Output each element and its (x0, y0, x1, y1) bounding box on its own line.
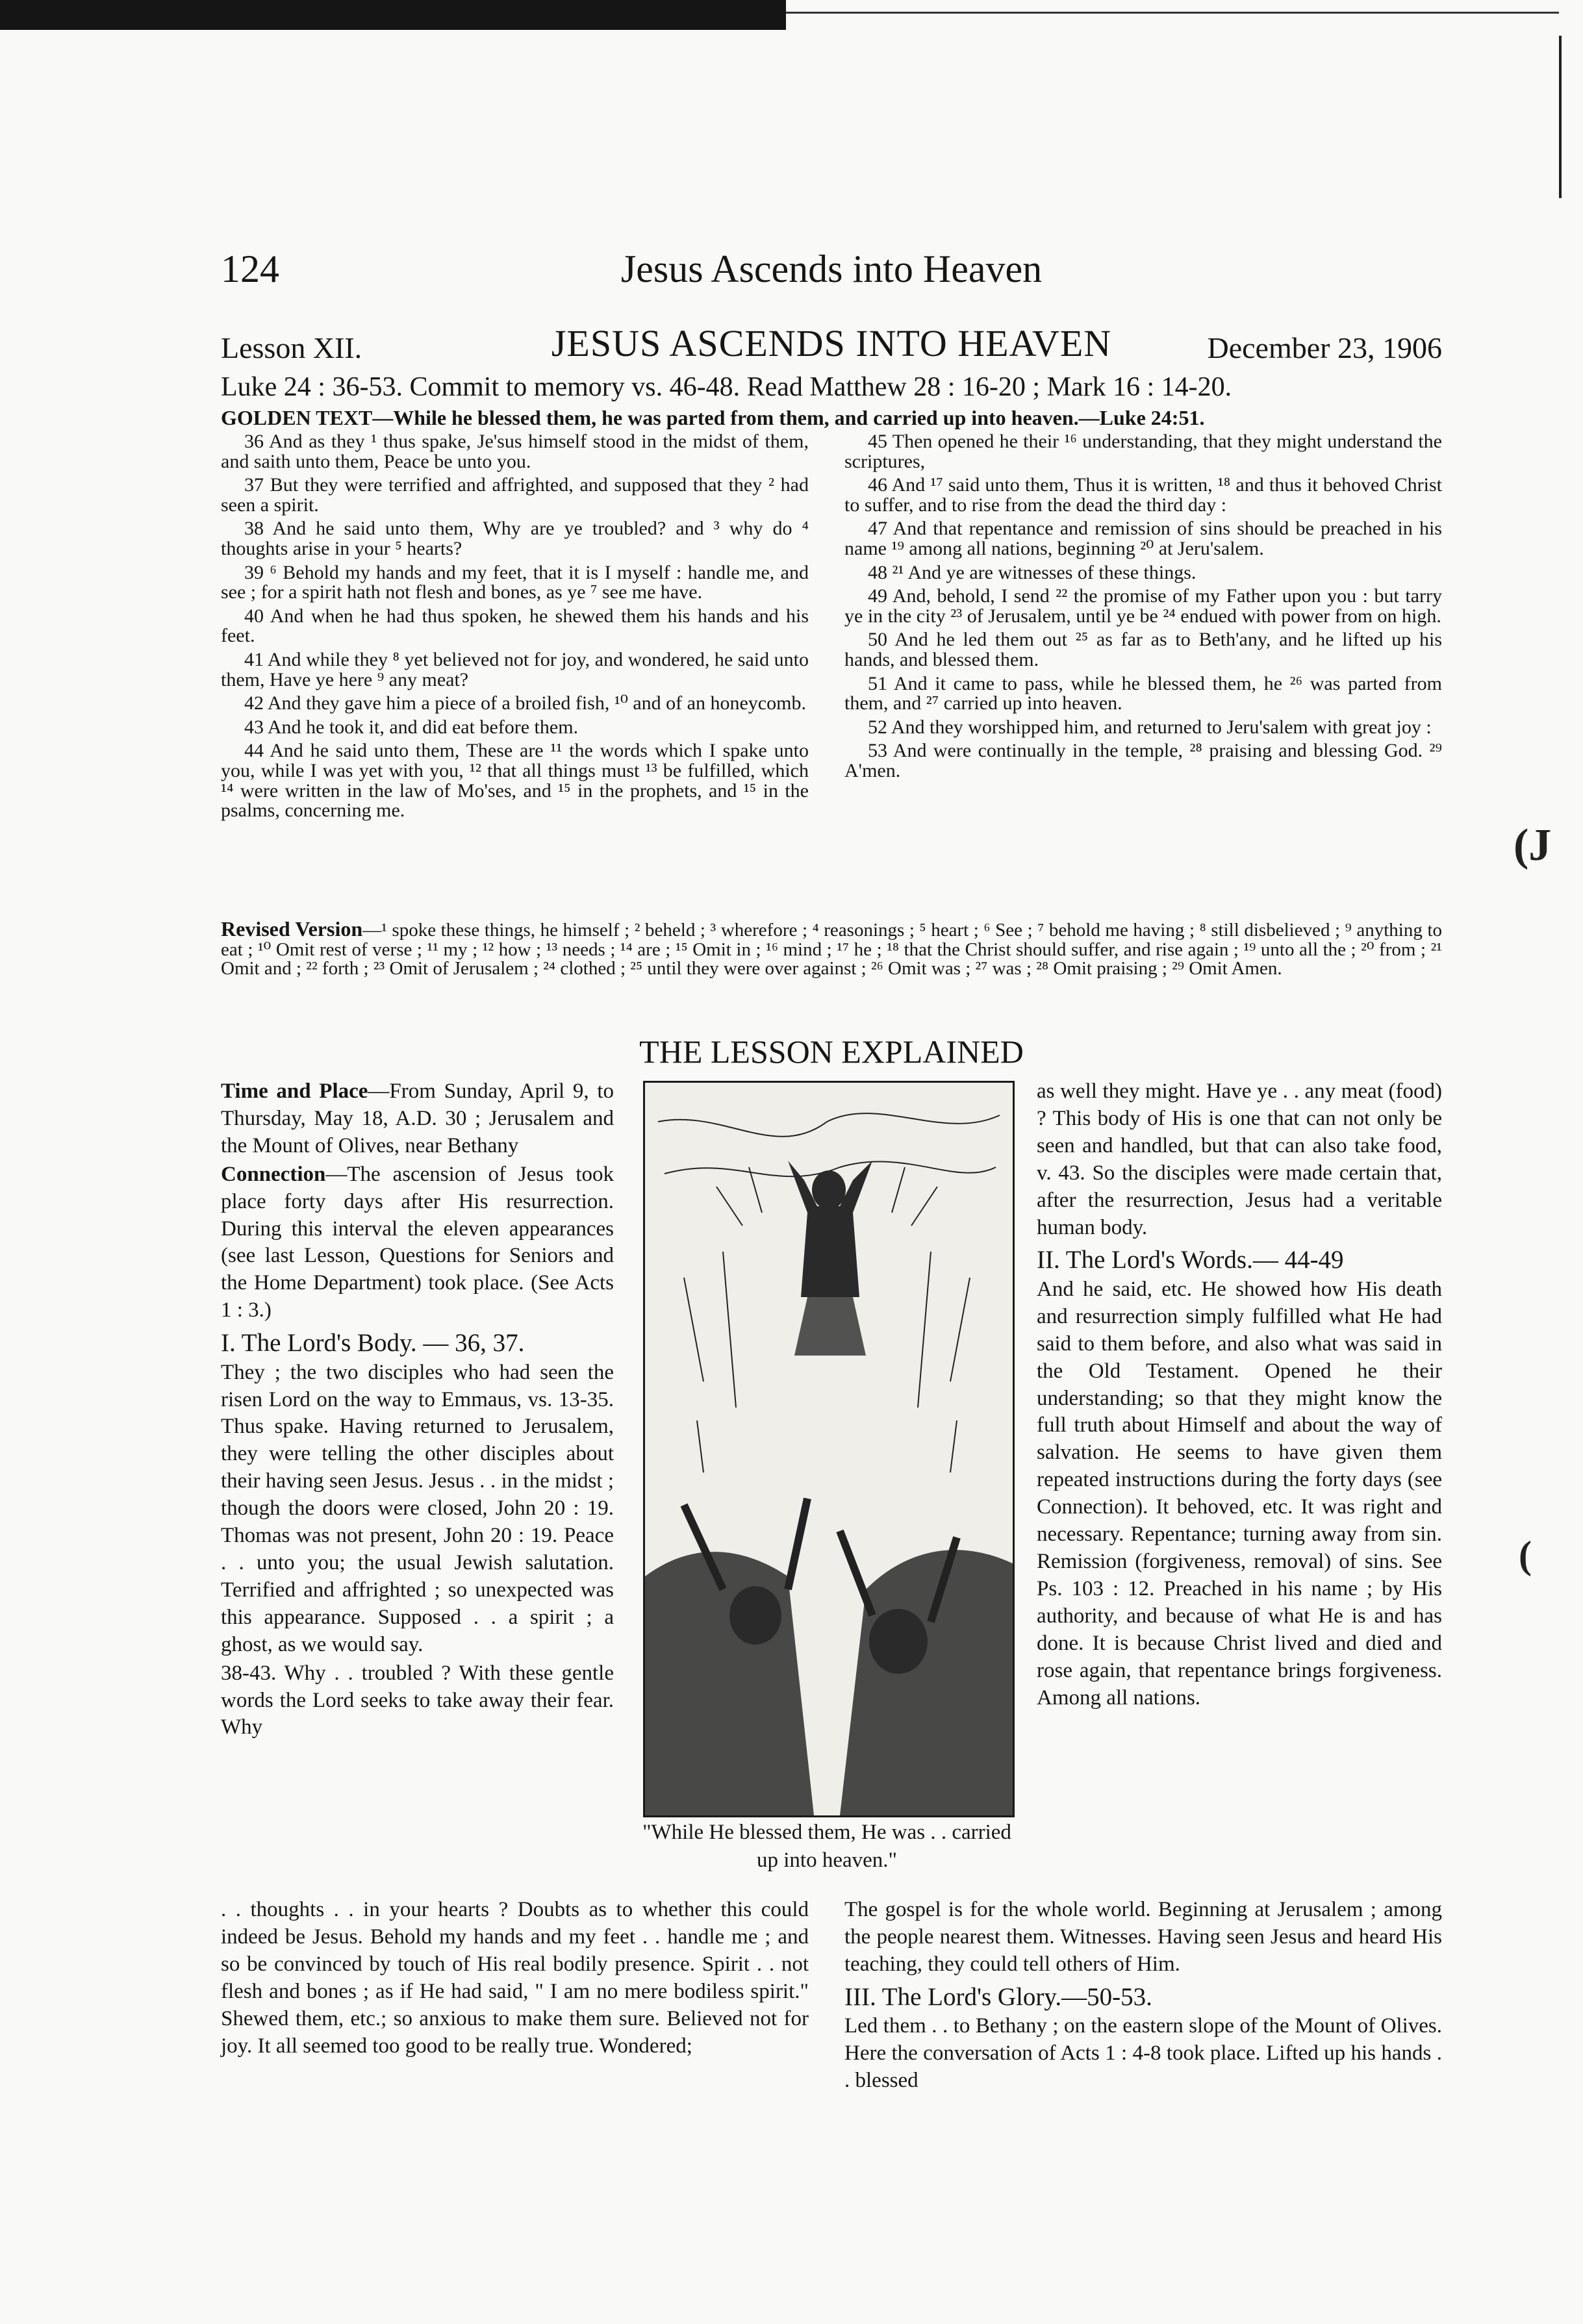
ascension-illustration (643, 1081, 1015, 1817)
commentary-right-column (1037, 1078, 1442, 1713)
page-number: 124 (221, 247, 279, 290)
verse: 48 ²¹ And ye are witnesses of these things. (868, 561, 1197, 583)
verse: 53 And were continually in the temple, ²⁸ praising and blessing God. ²⁹ A'men. (844, 740, 1442, 781)
time-place-text: —From Sunday, April 9, to Thursday, May 18, A.D. 30 ; Jerusalem and the Mount of Olives, near Bethany (221, 1080, 614, 1157)
verse: 36 And as they ¹ thus spake, Je'sus himself stood in the midst of them, and saith unto them, Peace be unto you. (221, 431, 809, 472)
commentary-bottom-left: . . thoughts . . in your hearts ? Doubts as to whether this could indeed be Jesus. Behold my hands and my feet . . handle me ; and so be convinced by touch of His real bodily presence. Spirit . . not flesh and bones ; as if He had said, " I am no mere bodiless spirit." Shewed them, etc.; so anxious to make them sure. Believed not for joy. It all seemed too good to be really true. Wondered; (221, 1898, 809, 2058)
running-title: Jesus Ascends into Heaven (620, 247, 1043, 290)
time-place-label: Time and Place (221, 1080, 368, 1103)
section-heading-body: I. The Lord's Body. — 36, 37. (221, 1329, 525, 1358)
verse: 47 And that repentance and remission of sins should be preached in his name ¹⁹ among all nations, beginning ²⁰ at Jeru'salem. (844, 518, 1442, 559)
verse: 44 And he said unto them, These are ¹¹ the words which I spake unto you, while I was yet with you, ¹² that all things must ¹³ be fulfilled, which ¹⁴ were written in the law of Mo'ses, and ¹⁵ in the prophets, and ¹⁵ in the psalms, concerning me. (221, 740, 809, 822)
verse: 43 And he took it, and did eat before them. (244, 716, 579, 738)
scripture-reference: Luke 24 : 36-53. Commit to memory vs. 46-48. Read Matthew 28 : 16-20 ; Mark 16 : 14-20. (221, 372, 1232, 402)
section-words-text: And he said, etc. He showed how His death and resurrection simply fulfilled what He had said to them before, and also what was said in the Old Testament. Opened he their understanding; so that they might know the full truth about Himself and about the way of salvation. He seems to have given them repeated instructions during the forty days (see Connection). It behoved, etc. It was right and necessary. Repentance; turning away from sin. Remission (forgiveness, removal) of sins. See Ps. 103 : 12. Preached in his name ; by His authority, and because of what He is and has done. It is because Christ lived and died and rose again, that repentance brings forgiveness. Among all nations. (1037, 1277, 1442, 1710)
verse: 52 And they worshipped him, and returned to Jeru'salem with great joy : (868, 716, 1432, 738)
verses-left-column (221, 432, 809, 825)
lesson-title: JESUS ASCENDS INTO HEAVEN (551, 322, 1112, 364)
verses-right-column (844, 432, 1442, 785)
scan-edge-mark: (J (1513, 820, 1552, 870)
illustration-caption: "While He blessed them, He was . . carried up into heaven." (642, 1821, 1011, 1872)
golden-text: GOLDEN TEXT—While he blessed them, he was parted from them, and carried up into heaven.—Luke 24:51. (221, 406, 1205, 429)
connection-text: —The ascension of Jesus took place forty days after His resurrection. During this interval the eleven appearances (see last Lesson, Questions for Seniors and the Home Department) took place. (See Acts 1 : 3.) (221, 1162, 614, 1322)
verse: 40 And when he had thus spoken, he shewed them his hands and his feet. (221, 605, 809, 647)
verse: 51 And it came to pass, while he blessed them, he ²⁶ was parted from them, and ²⁷ carried up into heaven. (844, 672, 1442, 714)
scan-top-line (786, 12, 1559, 14)
revised-text: —¹ spoke these things, he himself ; ² beheld ; ³ wherefore ; ⁴ reasonings ; ⁵ heart ; ⁶ See ; ⁷ behold me having ; ⁸ still disbelieved ; ⁹ anything to eat ; ¹⁰ Omit rest of verse ; ¹¹ my ; ¹² how ; ¹³ needs ; ¹⁴ are ; ¹⁵ Omit in ; ¹⁶ mind ; ¹⁷ he ; ¹⁸ that the Christ should suffer, and rise again ; ¹⁹ unto all the ; ²⁰ from ; ²¹ Omit and ; ²² forth ; ²³ Omit of Jerusalem ; ²⁴ clothed ; ²⁵ until they were over against ; ²⁶ Omit was ; ²⁷ was ; ²⁸ Omit praising ; ²⁹ Omit Amen. (221, 920, 1443, 979)
scan-edge-mark: ( (1519, 1534, 1532, 1576)
page-header (221, 247, 1442, 299)
verse: 45 Then opened he their ¹⁶ understanding, that they might understand the scriptures, (844, 431, 1442, 472)
bottom-right-text: The gospel is for the whole world. Beginning at Jerusalem ; among the people nearest them. Witnesses. Having seen Jesus and heard His teaching, they could tell others of Him. (844, 1898, 1442, 1976)
revised-version-notes (221, 918, 1442, 979)
verse: 38 And he said unto them, Why are ye troubled? and ³ why do ⁴ thoughts arise in your ⁵ hearts? (221, 518, 809, 559)
verses-38-43-text: 38-43. Why . . troubled ? With these gentle words the Lord seeks to take away their fear. Why (221, 1661, 614, 1739)
lesson-date: December 23, 1906 (1207, 331, 1442, 364)
verse: 39 ⁶ Behold my hands and my feet, that it is I myself : handle me, and see ; for a spirit hath not flesh and bones, as ye ⁷ see me have. (221, 561, 809, 603)
right-column-top-text: as well they might. Have ye . . any meat (food) ? This body of His is one that can not only be seen and handled, but that can also take food, v. 43. So the disciples were made certain that, after the resurrection, Jesus had a veritable human body. (1037, 1080, 1442, 1239)
ascension-engraving (645, 1083, 1013, 1815)
section-heading-glory: III. The Lord's Glory.—50-53. (844, 1982, 1152, 2011)
verse: 42 And they gave him a piece of a broiled fish, ¹⁰ and of an honeycomb. (244, 692, 806, 714)
lesson-heading (221, 322, 1442, 365)
lesson-number: Lesson XII. (221, 331, 362, 364)
commentary-left-column (221, 1078, 614, 1743)
verse: 49 And, behold, I send ²² the promise of my Father upon you : but tarry ye in the city ²³ of Jerusalem, until ye be ²⁴ endued with power from on high. (844, 585, 1442, 627)
commentary-bottom-right (844, 1897, 1442, 2096)
verse: 50 And he led them out ²⁵ as far as to Beth'any, and he lifted up his hands, and blessed them. (844, 629, 1442, 670)
verse: 41 And while they ⁸ yet believed not for joy, and wondered, he said unto them, Have ye here ⁹ any meat? (221, 648, 809, 690)
scan-right-rule (1559, 36, 1562, 198)
section-heading-words: II. The Lord's Words.— 44-49 (1037, 1246, 1344, 1274)
connection-label: Connection (221, 1162, 326, 1186)
verse: 37 But they were terrified and affrighted, and supposed that they ² had seen a spirit. (221, 474, 809, 516)
section-heading-explained: THE LESSON EXPLAINED (639, 1033, 1024, 1070)
revised-label: Revised Version (221, 917, 363, 941)
scan-top-bar (0, 0, 786, 30)
verse: 46 And ¹⁷ said unto them, Thus it is written, ¹⁸ and thus it behoved Christ to suffer, and to rise from the dead the third day : (844, 474, 1442, 516)
section-glory-text: Led them . . to Bethany ; on the eastern slope of the Mount of Olives. Here the conversation of Acts 1 : 4-8 took place. Lifted up his hands . . blessed (844, 2014, 1442, 2093)
section-body-text: They ; the two disciples who had seen the risen Lord on the way to Emmaus, vs. 13-35. Thus spake. Having returned to Jerusalem, they were telling the other disciples about their having seen Jesus. Jesus . . in the midst ; though the doors were closed, John 20 : 19. Thomas was not present, John 20 : 19. Peace . . unto you; the usual Jewish salutation. Terrified and affrighted ; so unexpected was this appearance. Supposed . . a spirit ; a ghost, as we would say. (221, 1360, 614, 1656)
